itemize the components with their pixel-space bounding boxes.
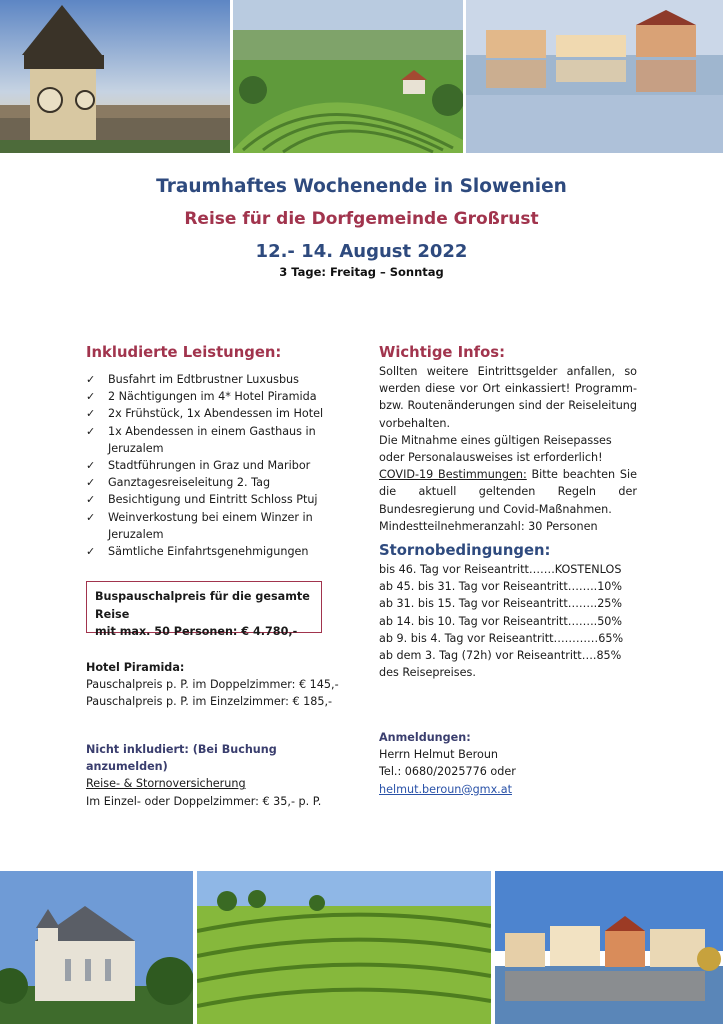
infos-section — [379, 343, 637, 535]
list-item: ✓ 1x Abendessen in einem Gasthaus in Jeruzalem — [86, 424, 316, 455]
infos-paragraph-2: Die Mitnahme eines gültigen Reisepasses oder Personalausweises ist erforderlich! — [379, 433, 612, 465]
photo-graz-clock-tower — [0, 0, 230, 153]
included-list — [86, 371, 356, 560]
list-item: ✓ Ganztagesreiseleitung 2. Tag — [86, 474, 356, 491]
storno-heading: Stornobedingungen: — [379, 542, 551, 559]
storno-row: des Reisepreises. — [379, 666, 476, 680]
storno-section — [379, 541, 637, 681]
not-included-heading: Nicht inkludiert: (Bei Buchung anzumelden) — [86, 743, 277, 774]
bus-price-line1: Buspauschalpreis für die gesamte Reise — [95, 590, 310, 621]
included-heading: Inkludierte Leistungen: — [86, 344, 282, 361]
storno-row: bis 46. Tag vor Reiseantritt…….KOSTENLOS — [379, 563, 622, 576]
list-item: ✓ Weinverkostung bei einem Winzer in Jeruzalem — [86, 510, 313, 541]
travel-duration: 3 Tage: Freitag – Sonntag — [279, 265, 444, 279]
page-title: Traumhaftes Wochenende in Slowenien — [156, 176, 567, 197]
hotel-double-price: Pauschalpreis p. P. im Doppelzimmer: € 145,- — [86, 678, 339, 692]
check-icon: ✓ — [86, 476, 96, 490]
contact-phone: Tel.: 0680/2025776 oder — [379, 765, 516, 779]
not-included-section — [86, 741, 356, 810]
photo-church — [0, 871, 193, 1024]
contact-section — [379, 729, 637, 798]
included-section — [86, 343, 356, 560]
storno-row: ab 45. bis 31. Tag vor Reiseantritt……..10% — [379, 580, 623, 594]
check-icon: ✓ — [86, 545, 96, 559]
storno-row: ab 14. bis 10. Tag vor Reiseantritt……..50% — [379, 614, 623, 628]
list-item: ✓ Stadtführungen in Graz und Maribor — [86, 457, 356, 474]
check-icon: ✓ — [86, 407, 96, 421]
covid-label: COVID-19 Bestimmungen: — [379, 468, 527, 482]
list-item: ✓ 2x Frühstück, 1x Abendessen im Hotel — [86, 405, 356, 422]
hotel-single-price: Pauschalpreis p. P. im Einzelzimmer: € 185,- — [86, 695, 333, 709]
insurance-price: Im Einzel- oder Doppelzimmer: € 35,- p. P. — [86, 794, 322, 808]
check-icon: ✓ — [86, 510, 96, 524]
list-item: ✓ 2 Nächtigungen im 4* Hotel Piramida — [86, 388, 356, 405]
check-icon: ✓ — [86, 424, 96, 438]
contact-heading: Anmeldungen: — [379, 731, 471, 744]
hotel-heading: Hotel Piramida: — [86, 661, 185, 674]
covid-text: Bitte beachten Sie die aktuell geltenden Regeln der Bundesregierung und Covid-Maßnahmen. — [379, 468, 637, 516]
storno-row: ab dem 3. Tag (72h) vor Reiseantritt….85% — [379, 649, 622, 663]
page-subtitle: Reise für die Dorfgemeinde Großrust — [184, 209, 539, 229]
photo-town-reflection — [495, 871, 723, 1024]
check-icon: ✓ — [86, 373, 96, 386]
min-participants: Mindestteilnehmeranzahl: 30 Personen — [379, 519, 598, 533]
storno-row: ab 31. bis 15. Tag vor Reiseantritt……..25% — [379, 597, 623, 611]
list-item: ✓ Sämtliche Einfahrtsgenehmigungen — [86, 543, 356, 560]
bus-price-line2: mit max. 50 Personen: € 4.780,- — [95, 625, 298, 638]
travel-dates: 12.- 14. August 2022 — [255, 241, 468, 262]
photo-terraced-vineyard — [197, 871, 491, 1024]
check-icon: ✓ — [86, 493, 96, 507]
photo-vineyard-hills — [233, 0, 463, 153]
infos-heading: Wichtige Infos: — [379, 344, 505, 361]
contact-email-link[interactable]: helmut.beroun@gmx.at — [379, 782, 512, 796]
check-icon: ✓ — [86, 390, 96, 404]
storno-row: ab 9. bis 4. Tag vor Reiseantritt…………65% — [379, 631, 624, 645]
contact-name: Herrn Helmut Beroun — [379, 748, 499, 762]
list-item: ✓ Besichtigung und Eintritt Schloss Ptuj — [86, 491, 356, 508]
bus-price-box — [86, 581, 322, 638]
list-item: ✓ Busfahrt im Edtbrustner Luxusbus — [86, 371, 356, 388]
infos-paragraph-1: Sollten weitere Eintrittsgelder anfallen, so werden diese vor Ort einkassiert! Programm- bzw. Routenänderungen sind der Reiseleitung vorbehalten. — [379, 365, 637, 430]
check-icon: ✓ — [86, 459, 96, 473]
covid-paragraph — [379, 466, 637, 518]
hotel-section — [86, 659, 356, 711]
insurance-item: Reise- & Stornoversicherung — [86, 777, 246, 791]
photo-ptuj-river — [466, 0, 723, 153]
